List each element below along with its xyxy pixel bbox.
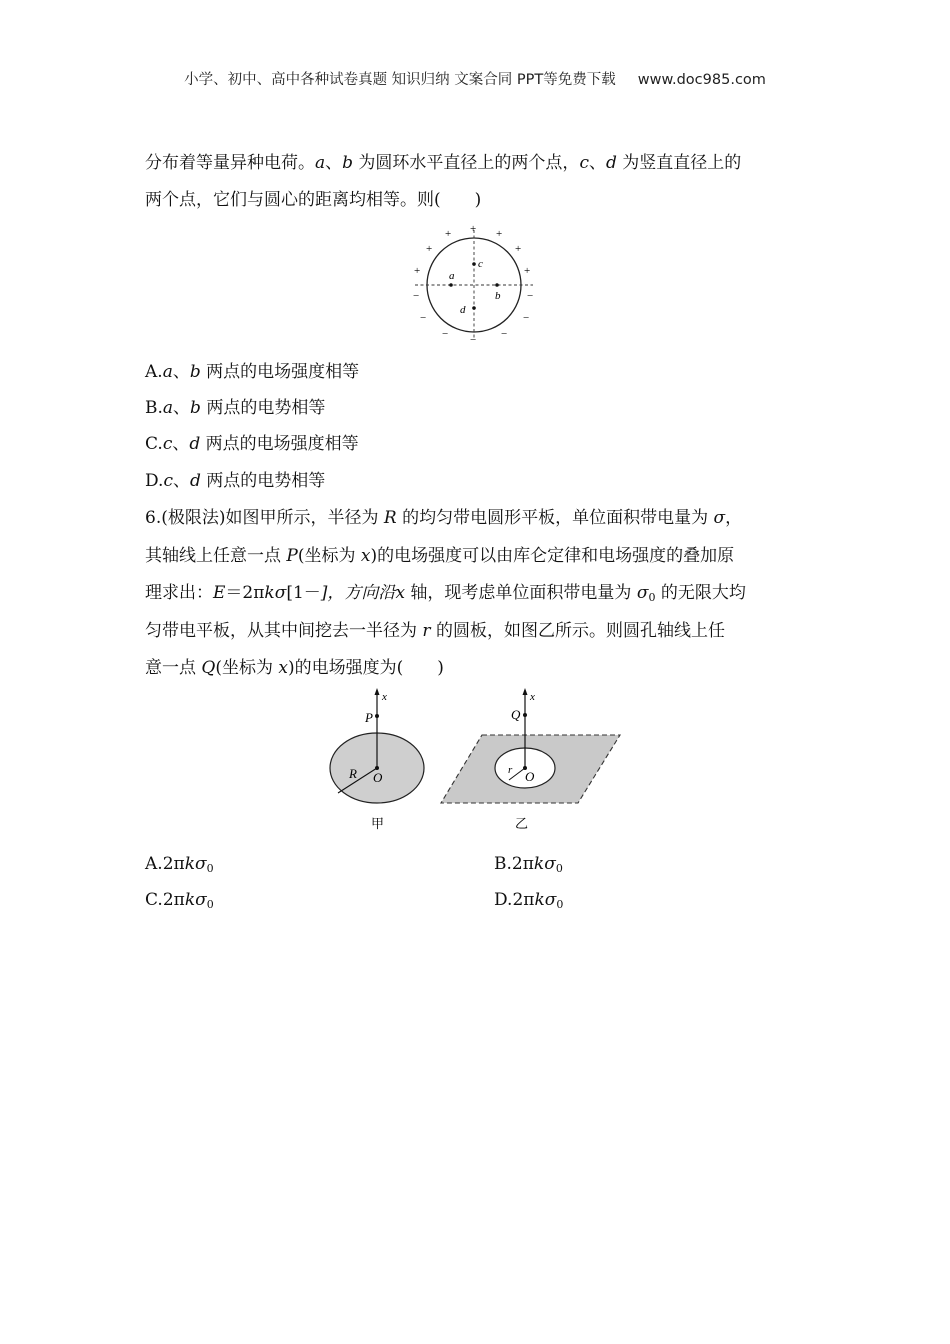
x-axis-arrow bbox=[523, 688, 528, 695]
q5-option-b[interactable]: B.a、b 两点的电势相等 bbox=[145, 398, 326, 418]
plus-sign: + bbox=[426, 243, 433, 255]
label-O: O bbox=[525, 769, 535, 784]
plus-sign: + bbox=[524, 265, 531, 277]
label-a: a bbox=[449, 270, 455, 282]
plus-sign: + bbox=[414, 265, 421, 277]
plus-sign: + bbox=[515, 243, 522, 255]
q6-option-a[interactable]: A.2πkσ$_0$ bbox=[145, 854, 214, 875]
label-b: b bbox=[495, 290, 501, 302]
minus-sign: − bbox=[442, 328, 449, 340]
minus-sign: − bbox=[501, 328, 508, 340]
axis-label-x: x bbox=[382, 691, 387, 703]
point-d bbox=[472, 306, 476, 310]
header-site: www.doc985.com bbox=[637, 72, 766, 88]
label-R: R bbox=[349, 766, 357, 781]
q6-option-b[interactable]: B.2πkσ$_0$ bbox=[494, 854, 563, 875]
q5-option-d[interactable]: D.c、d 两点的电势相等 bbox=[145, 471, 326, 491]
label-r: r bbox=[508, 764, 513, 776]
point-Q bbox=[523, 713, 527, 717]
q6-line-1: 6.(极限法)如图甲所示，半径为 R 的均匀带电圆形平板，单位面积带电量为 σ， bbox=[145, 508, 743, 528]
figure-yi bbox=[440, 685, 625, 835]
ring-figure bbox=[405, 222, 550, 344]
q6-option-c[interactable]: C.2πkσ$_0$ bbox=[145, 890, 214, 911]
q5-option-a[interactable]: A.a、b 两点的电场强度相等 bbox=[145, 362, 360, 382]
minus-sign: − bbox=[413, 290, 420, 302]
minus-sign: − bbox=[420, 312, 427, 324]
figure-jia bbox=[325, 685, 435, 835]
x-axis-arrow bbox=[375, 688, 380, 695]
caption-jia: 甲 bbox=[371, 816, 385, 831]
plus-sign: + bbox=[470, 223, 477, 235]
point-b bbox=[495, 283, 499, 287]
point-a bbox=[449, 283, 453, 287]
caption-yi: 乙 bbox=[515, 816, 529, 831]
minus-sign: − bbox=[470, 334, 477, 344]
q6-line-2: 其轴线上任意一点 P(坐标为 x)的电场强度可以由库仑定律和电场强度的叠加原 bbox=[145, 546, 735, 566]
q5-option-c[interactable]: C.c、d 两点的电场强度相等 bbox=[145, 434, 359, 454]
q6-line-5: 意一点 Q(坐标为 x)的电场强度为( ) bbox=[145, 658, 444, 678]
page-header bbox=[0, 68, 950, 89]
minus-sign: − bbox=[523, 312, 530, 324]
q5-line-1: 分布着等量异种电荷。a、b 为圆环水平直径上的两个点，c、d 为竖直直径上的 bbox=[145, 153, 742, 173]
q6-line-3: 理求出：E＝2πkσ[1－]，方向沿x 轴，现考虑单位面积带电量为 $\sigma_0$ 的无限大均 bbox=[145, 583, 746, 604]
point-P bbox=[375, 714, 379, 718]
q5-line-2: 两个点，它们与圆心的距离均相等。则( ) bbox=[145, 190, 482, 210]
q6-line-4: 匀带电平板，从其中间挖去一半径为 r 的圆板，如图乙所示。则圆孔轴线上任 bbox=[145, 621, 725, 641]
label-c: c bbox=[478, 258, 483, 270]
label-O: O bbox=[373, 770, 383, 785]
label-P: P bbox=[365, 710, 373, 725]
header-title: 小学、初中、高中各种试卷真题 知识归纳 文案合同 PPT等免费下载 bbox=[184, 72, 616, 88]
q6-option-d[interactable]: D.2πkσ$_0$ bbox=[494, 890, 564, 911]
plus-sign: + bbox=[496, 228, 503, 240]
label-d: d bbox=[460, 304, 466, 316]
minus-sign: − bbox=[527, 290, 534, 302]
plus-sign: + bbox=[445, 228, 452, 240]
axis-label-x: x bbox=[530, 691, 535, 703]
label-Q: Q bbox=[511, 707, 521, 722]
point-c bbox=[472, 262, 476, 266]
